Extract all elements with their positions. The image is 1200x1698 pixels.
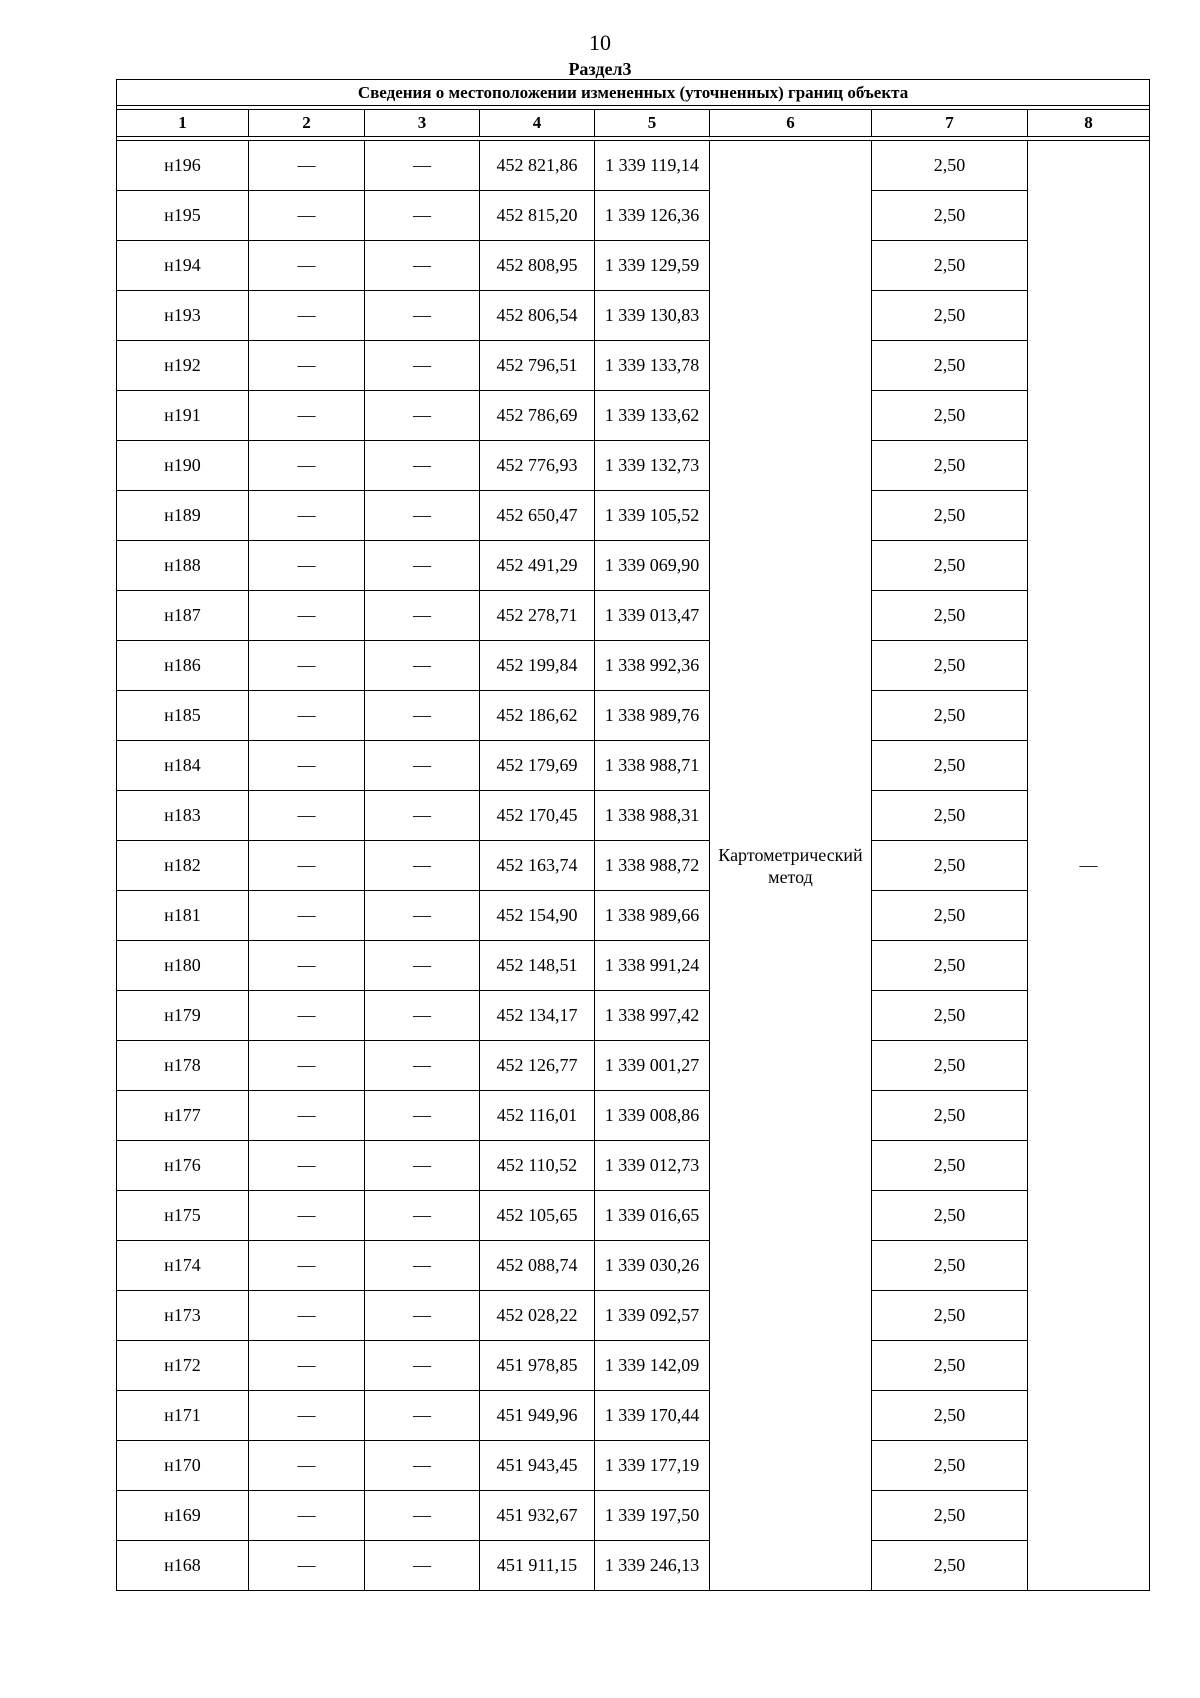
column-3-cell: — [365,591,480,641]
table-row [117,791,1150,841]
x-coordinate-cell: 452 650,47 [480,491,595,541]
table-row [117,591,1150,641]
x-coordinate-cell: 452 786,69 [480,391,595,441]
column-3-cell: — [365,1191,480,1241]
x-coordinate-cell: 452 163,74 [480,841,595,891]
x-coordinate-cell: 452 110,52 [480,1141,595,1191]
column-2-cell: — [249,691,365,741]
accuracy-cell: 2,50 [872,241,1028,291]
x-coordinate-cell: 452 028,22 [480,1291,595,1341]
table-row [117,1141,1150,1191]
accuracy-cell: 2,50 [872,741,1028,791]
column-3-cell: — [365,1491,480,1541]
table-row [117,941,1150,991]
y-coordinate-cell: 1 338 988,31 [595,791,710,841]
accuracy-cell: 2,50 [872,591,1028,641]
y-coordinate-cell: 1 339 008,86 [595,1091,710,1141]
column-number-row [117,110,1150,137]
page-number: 10 [589,30,611,55]
column-2-cell: — [249,641,365,691]
point-cell: н177 [117,1091,249,1141]
column-2-cell: — [249,1391,365,1441]
column-number: 2 [249,110,365,137]
column-3-cell: — [365,1441,480,1491]
table-row [117,1341,1150,1391]
column-3-cell: — [365,991,480,1041]
table-title: Сведения о местоположении измененных (уточненных) границ объекта [117,80,1150,106]
column-2-cell: — [249,1441,365,1491]
accuracy-cell: 2,50 [872,1291,1028,1341]
column-2-cell: — [249,241,365,291]
y-coordinate-cell: 1 339 133,62 [595,391,710,441]
column-number: 4 [480,110,595,137]
column-3-cell: — [365,1391,480,1441]
table-row [117,1291,1150,1341]
table-row [117,691,1150,741]
accuracy-cell: 2,50 [872,991,1028,1041]
accuracy-cell: 2,50 [872,191,1028,241]
x-coordinate-cell: 452 796,51 [480,341,595,391]
x-coordinate-cell: 452 278,71 [480,591,595,641]
x-coordinate-cell: 451 911,15 [480,1541,595,1591]
accuracy-cell: 2,50 [872,1391,1028,1441]
column-3-cell: — [365,841,480,891]
x-coordinate-cell: 452 126,77 [480,1041,595,1091]
x-coordinate-cell: 451 943,45 [480,1441,595,1491]
method-cell: Картометрический метод [710,141,872,1591]
column-3-cell: — [365,491,480,541]
y-coordinate-cell: 1 339 030,26 [595,1241,710,1291]
point-cell: н194 [117,241,249,291]
accuracy-cell: 2,50 [872,1041,1028,1091]
x-coordinate-cell: 452 179,69 [480,741,595,791]
column-3-cell: — [365,191,480,241]
table-row [117,1241,1150,1291]
column-2-cell: — [249,991,365,1041]
table-title-row [117,80,1150,106]
accuracy-cell: 2,50 [872,391,1028,441]
x-coordinate-cell: 452 134,17 [480,991,595,1041]
accuracy-cell: 2,50 [872,141,1028,191]
y-coordinate-cell: 1 339 246,13 [595,1541,710,1591]
column-3-cell: — [365,891,480,941]
column-2-cell: — [249,391,365,441]
accuracy-cell: 2,50 [872,1241,1028,1291]
column-3-cell: — [365,391,480,441]
column-2-cell: — [249,1291,365,1341]
table-row [117,1091,1150,1141]
x-coordinate-cell: 451 978,85 [480,1341,595,1391]
table-row [117,341,1150,391]
x-coordinate-cell: 452 776,93 [480,441,595,491]
point-cell: н178 [117,1041,249,1091]
column-3-cell: — [365,1141,480,1191]
column-2-cell: — [249,1241,365,1291]
y-coordinate-cell: 1 339 069,90 [595,541,710,591]
x-coordinate-cell: 452 148,51 [480,941,595,991]
column-number: 7 [872,110,1028,137]
x-coordinate-cell: 452 199,84 [480,641,595,691]
accuracy-cell: 2,50 [872,1541,1028,1591]
column-3-cell: — [365,1341,480,1391]
x-coordinate-cell: 452 808,95 [480,241,595,291]
point-cell: н180 [117,941,249,991]
table-row [117,391,1150,441]
x-coordinate-cell: 451 932,67 [480,1491,595,1541]
point-cell: н189 [117,491,249,541]
y-coordinate-cell: 1 338 992,36 [595,641,710,691]
column-2-cell: — [249,891,365,941]
column-2-cell: — [249,141,365,191]
point-cell: н170 [117,1441,249,1491]
point-cell: н196 [117,141,249,191]
column-3-cell: — [365,1091,480,1141]
column-number: 3 [365,110,480,137]
y-coordinate-cell: 1 339 130,83 [595,291,710,341]
column-3-cell: — [365,741,480,791]
column-8-cell: — [1028,141,1150,1591]
column-3-cell: — [365,791,480,841]
accuracy-cell: 2,50 [872,641,1028,691]
point-cell: н185 [117,691,249,741]
point-cell: н186 [117,641,249,691]
point-cell: н181 [117,891,249,941]
y-coordinate-cell: 1 338 997,42 [595,991,710,1041]
column-2-cell: — [249,491,365,541]
accuracy-cell: 2,50 [872,1191,1028,1241]
y-coordinate-cell: 1 339 142,09 [595,1341,710,1391]
accuracy-cell: 2,50 [872,1341,1028,1391]
point-cell: н179 [117,991,249,1041]
column-2-cell: — [249,1191,365,1241]
table-row [117,841,1150,891]
column-2-cell: — [249,1041,365,1091]
x-coordinate-cell: 452 821,86 [480,141,595,191]
table-row [117,191,1150,241]
table-row [117,441,1150,491]
x-coordinate-cell: 452 815,20 [480,191,595,241]
accuracy-cell: 2,50 [872,341,1028,391]
point-cell: н187 [117,591,249,641]
y-coordinate-cell: 1 338 988,71 [595,741,710,791]
x-coordinate-cell: 452 105,65 [480,1191,595,1241]
column-2-cell: — [249,941,365,991]
y-coordinate-cell: 1 338 988,72 [595,841,710,891]
point-cell: н175 [117,1191,249,1241]
column-number: 8 [1028,110,1150,137]
table-row [117,1491,1150,1541]
accuracy-cell: 2,50 [872,1491,1028,1541]
point-cell: н169 [117,1491,249,1541]
accuracy-cell: 2,50 [872,1141,1028,1191]
y-coordinate-cell: 1 339 177,19 [595,1441,710,1491]
x-coordinate-cell: 452 088,74 [480,1241,595,1291]
point-cell: н182 [117,841,249,891]
column-2-cell: — [249,791,365,841]
y-coordinate-cell: 1 339 132,73 [595,441,710,491]
table-row [117,491,1150,541]
column-2-cell: — [249,741,365,791]
point-cell: н176 [117,1141,249,1191]
accuracy-cell: 2,50 [872,1441,1028,1491]
point-cell: н192 [117,341,249,391]
x-coordinate-cell: 452 186,62 [480,691,595,741]
column-3-cell: — [365,641,480,691]
accuracy-cell: 2,50 [872,841,1028,891]
x-coordinate-cell: 452 154,90 [480,891,595,941]
y-coordinate-cell: 1 339 129,59 [595,241,710,291]
y-coordinate-cell: 1 339 133,78 [595,341,710,391]
column-2-cell: — [249,541,365,591]
y-coordinate-cell: 1 339 001,27 [595,1041,710,1091]
column-3-cell: — [365,291,480,341]
point-cell: н168 [117,1541,249,1591]
table-row [117,741,1150,791]
x-coordinate-cell: 452 491,29 [480,541,595,591]
section-title: Раздел3 [568,59,632,79]
column-2-cell: — [249,1491,365,1541]
table-row [117,141,1150,191]
accuracy-cell: 2,50 [872,941,1028,991]
point-cell: н173 [117,1291,249,1341]
table-row [117,241,1150,291]
y-coordinate-cell: 1 339 013,47 [595,591,710,641]
point-cell: н172 [117,1341,249,1391]
table-row [117,891,1150,941]
accuracy-cell: 2,50 [872,1091,1028,1141]
point-cell: н193 [117,291,249,341]
point-cell: н188 [117,541,249,591]
column-2-cell: — [249,1091,365,1141]
point-cell: н183 [117,791,249,841]
table-body [117,80,1150,1591]
column-2-cell: — [249,1541,365,1591]
column-3-cell: — [365,1541,480,1591]
y-coordinate-cell: 1 338 991,24 [595,941,710,991]
x-coordinate-cell: 452 170,45 [480,791,595,841]
column-2-cell: — [249,291,365,341]
accuracy-cell: 2,50 [872,441,1028,491]
column-3-cell: — [365,141,480,191]
y-coordinate-cell: 1 339 092,57 [595,1291,710,1341]
y-coordinate-cell: 1 339 126,36 [595,191,710,241]
table-row [117,1191,1150,1241]
table-row [117,1441,1150,1491]
column-2-cell: — [249,1141,365,1191]
table-row [117,1041,1150,1091]
column-2-cell: — [249,591,365,641]
y-coordinate-cell: 1 339 012,73 [595,1141,710,1191]
point-cell: н174 [117,1241,249,1291]
y-coordinate-cell: 1 339 119,14 [595,141,710,191]
column-3-cell: — [365,541,480,591]
table-row [117,291,1150,341]
y-coordinate-cell: 1 339 197,50 [595,1491,710,1541]
table-row [117,1391,1150,1441]
column-3-cell: — [365,341,480,391]
point-cell: н191 [117,391,249,441]
column-2-cell: — [249,841,365,891]
accuracy-cell: 2,50 [872,291,1028,341]
table-row [117,541,1150,591]
column-number: 6 [710,110,872,137]
point-cell: н171 [117,1391,249,1441]
accuracy-cell: 2,50 [872,541,1028,591]
column-2-cell: — [249,341,365,391]
column-3-cell: — [365,1291,480,1341]
column-3-cell: — [365,241,480,291]
y-coordinate-cell: 1 338 989,76 [595,691,710,741]
accuracy-cell: 2,50 [872,891,1028,941]
y-coordinate-cell: 1 338 989,66 [595,891,710,941]
boundary-coordinates-table [116,79,1150,1591]
point-cell: н190 [117,441,249,491]
column-2-cell: — [249,441,365,491]
accuracy-cell: 2,50 [872,791,1028,841]
y-coordinate-cell: 1 339 170,44 [595,1391,710,1441]
column-3-cell: — [365,691,480,741]
accuracy-cell: 2,50 [872,691,1028,741]
column-3-cell: — [365,441,480,491]
x-coordinate-cell: 451 949,96 [480,1391,595,1441]
y-coordinate-cell: 1 339 016,65 [595,1191,710,1241]
column-3-cell: — [365,1041,480,1091]
table-row [117,641,1150,691]
y-coordinate-cell: 1 339 105,52 [595,491,710,541]
x-coordinate-cell: 452 806,54 [480,291,595,341]
column-number: 1 [117,110,249,137]
column-number: 5 [595,110,710,137]
column-2-cell: — [249,191,365,241]
point-cell: н195 [117,191,249,241]
column-3-cell: — [365,1241,480,1291]
point-cell: н184 [117,741,249,791]
column-2-cell: — [249,1341,365,1391]
accuracy-cell: 2,50 [872,491,1028,541]
table-row [117,1541,1150,1591]
x-coordinate-cell: 452 116,01 [480,1091,595,1141]
table-row [117,991,1150,1041]
column-3-cell: — [365,941,480,991]
